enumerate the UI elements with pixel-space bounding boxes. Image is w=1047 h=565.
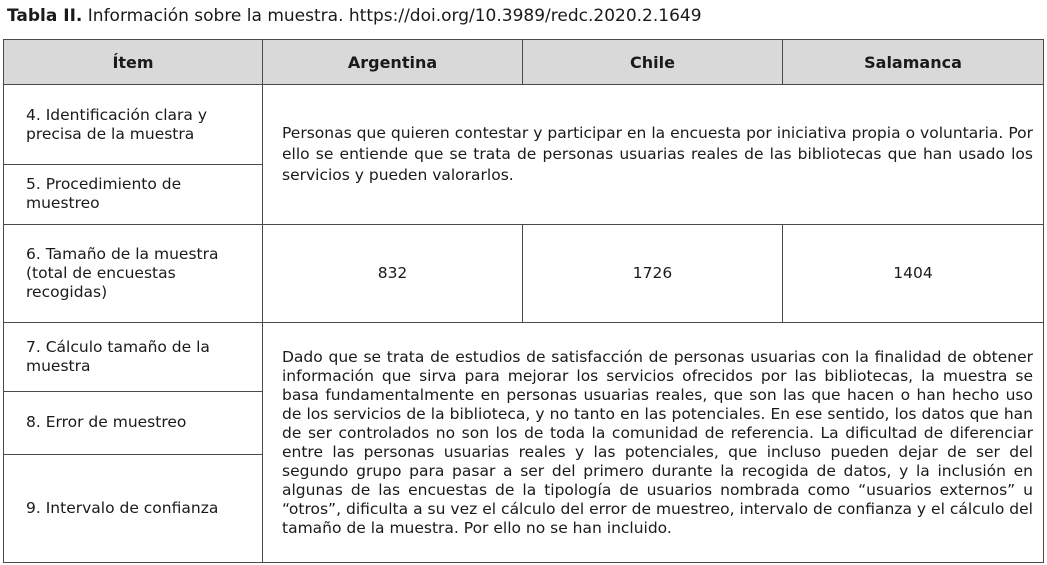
shared-cell-7-9: Dado que se trata de estudios de satisfacción de personas usuarias con la finalidad de obtener información que sirva para mejorar los servicios ofrecidos por las bibliotecas, la muestra se basa fundamentalmente en personas usuarias reales, que son las que hacen o han hecho uso de los servicios de la biblioteca, y no tanto en las potenciales. En ese sentido, los datos que han de ser controlados no son los de toda la comunidad de referencia. La dificultad de diferenciar entre las personas usuarias reales y las potenciales, que incluso pueden dejar de ser del segundo grupo para pasar a ser del primero durante la recogida de datos, y la inclusión en algunas de las encuestas de la tipología de usuarios nombrada como “usuarios externos” u “otros”, dificulta a su vez el cálculo del error de muestreo, intervalo de confianza y el cálculo del tamaño de la muestra. Por ello no se han incluido.: [263, 322, 1044, 562]
table-row: [4, 85, 1044, 165]
header-salamanca: Salamanca: [783, 40, 1044, 85]
table-row: [4, 322, 1044, 391]
table-row: [4, 224, 1044, 322]
sample-info-table: [3, 39, 1044, 563]
value-cell-argentina: 832: [263, 224, 523, 322]
caption-text: Información sobre la muestra. https://doi.org/10.3989/redc.2020.2.1649: [87, 6, 702, 26]
value-cell-salamanca: 1404: [783, 224, 1044, 322]
item-cell-8: 8. Error de muestreo: [4, 392, 263, 454]
item-cell-5: 5. Procedimiento de muestreo: [4, 165, 263, 224]
item-cell-4: 4. Identificación clara y precisa de la muestra: [4, 85, 263, 165]
header-item: Ítem: [4, 40, 263, 85]
sample-info-table-container: [3, 39, 1043, 563]
header-chile: Chile: [523, 40, 783, 85]
item-cell-6: 6. Tamaño de la muestra (total de encuestas recogidas): [4, 224, 263, 322]
shared-cell-4-5: Personas que quieren contestar y participar en la encuesta por iniciativa propia o voluntaria. Por ello se entiende que se trata de personas usuarias reales de las bibliotecas que han usado los servicios y pueden valorarlos.: [263, 85, 1044, 225]
item-cell-7: 7. Cálculo tamaño de la muestra: [4, 322, 263, 391]
item-cell-9: 9. Intervalo de confianza: [4, 454, 263, 563]
table-caption: [7, 5, 702, 27]
header-argentina: Argentina: [263, 40, 523, 85]
value-cell-chile: 1726: [523, 224, 783, 322]
header-row: [4, 40, 1044, 85]
caption-label: Tabla II.: [7, 6, 83, 26]
